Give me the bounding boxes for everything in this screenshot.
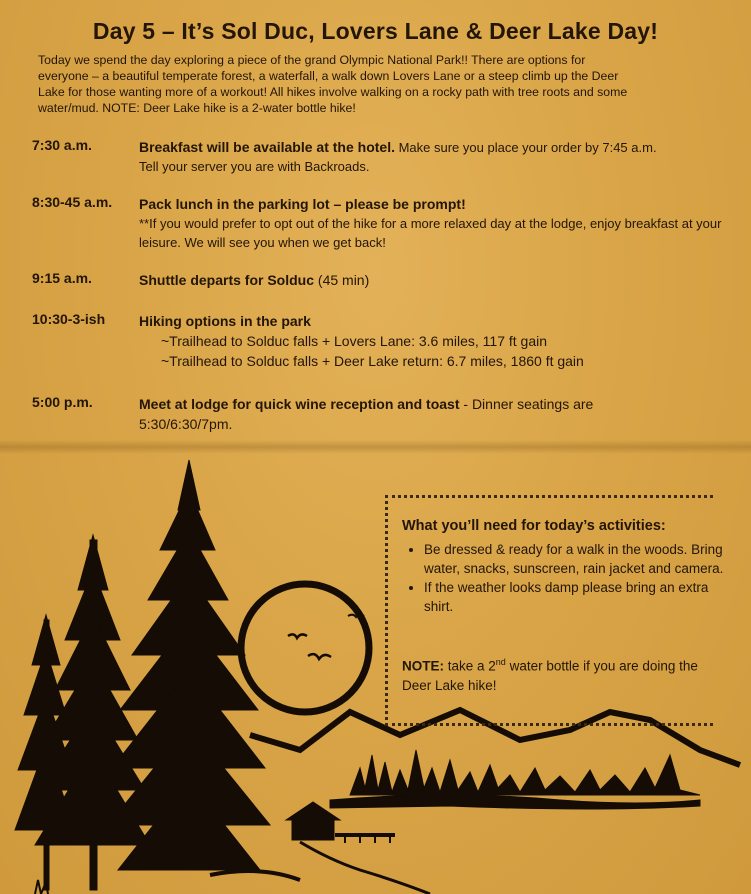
intro-paragraph bbox=[38, 52, 718, 116]
far-left-pine-tree bbox=[15, 615, 75, 890]
note-text: take a 2 bbox=[444, 658, 496, 674]
packing-list-box bbox=[385, 495, 724, 726]
schedule-description bbox=[139, 311, 724, 371]
schedule-description bbox=[139, 270, 724, 290]
lake-shore bbox=[330, 795, 700, 809]
schedule-description bbox=[139, 194, 724, 252]
schedule-detail: - Dinner seatings are bbox=[459, 396, 594, 412]
trail-path bbox=[300, 842, 430, 894]
note-superscript: nd bbox=[495, 657, 506, 667]
schedule-detail: (45 min) bbox=[314, 272, 370, 288]
intro-line: everyone – a beautiful temperate forest, a waterfall, a walk down Lovers Lane or a steep climb up the Deer bbox=[38, 69, 619, 83]
packing-list-item: • Be dressed & ready for a walk in the woods. Bring water, snacks, sunscreen, rain jacket and camera. bbox=[424, 540, 724, 578]
intro-line: Today we spend the day exploring a piece of the grand Olympic National Park!! There are options for bbox=[38, 53, 586, 67]
note-text-end: water bottle if you are doing the Deer Lake hike! bbox=[402, 658, 698, 693]
packing-list-item: • If the weather looks damp please bring an extra shirt. bbox=[424, 578, 724, 616]
lake-ripple bbox=[210, 871, 300, 880]
schedule-time: 5:00 p.m. bbox=[32, 394, 93, 410]
schedule-time: 8:30-45 a.m. bbox=[32, 194, 113, 210]
schedule-heading: Breakfast will be available at the hotel. bbox=[139, 139, 395, 155]
schedule-description bbox=[139, 137, 724, 176]
schedule-time: 7:30 a.m. bbox=[32, 137, 92, 153]
bird-icon bbox=[288, 634, 307, 638]
bird-icon bbox=[308, 654, 331, 659]
schedule-detail: Make sure you place your order by 7:45 a.m. bbox=[394, 140, 657, 155]
packing-list bbox=[402, 540, 724, 616]
schedule-time: 10:30-3-ish bbox=[32, 311, 106, 327]
packing-list-heading: What you’ll need for today’s activities: bbox=[402, 518, 666, 534]
schedule-subtext: Tell your server you are with Backroads. bbox=[139, 159, 370, 174]
hike-option: ~Trailhead to Solduc falls + Deer Lake return: 6.7 miles, 1860 ft gain bbox=[161, 353, 584, 369]
schedule-time: 9:15 a.m. bbox=[32, 270, 92, 286]
water-bottle-note bbox=[402, 653, 702, 695]
schedule-heading: Shuttle departs for Solduc bbox=[139, 272, 315, 288]
sun-icon bbox=[241, 584, 369, 712]
page-title: Day 5 – It’s Sol Duc, Lovers Lane & Deer Lake Day! bbox=[92, 18, 659, 44]
schedule-heading: Hiking options in the park bbox=[139, 313, 311, 329]
schedule-heading: Meet at lodge for quick wine reception and toast bbox=[139, 396, 460, 412]
cabin-icon bbox=[292, 818, 334, 840]
treeline-icon bbox=[350, 750, 700, 795]
grass-icon bbox=[35, 880, 48, 894]
note-label: NOTE: bbox=[402, 658, 444, 674]
intro-line: Lake for those wanting more of a workout! All hikes involve walking on a rocky path with tree roots and some bbox=[38, 85, 628, 99]
schedule-heading: Pack lunch in the parking lot – please be prompt! bbox=[139, 196, 466, 212]
schedule-detail-line2: 5:30/6:30/7pm. bbox=[139, 416, 233, 432]
intro-line: water/mud. NOTE: Deer Lake hike is a 2-water bottle hike! bbox=[38, 101, 356, 115]
schedule-subtext: **If you would prefer to opt out of the hike for a more relaxed day at the lodge, enjoy breakfast at your leisure. We will see you when we get back! bbox=[139, 216, 722, 250]
hike-option: ~Trailhead to Solduc falls + Lovers Lane: 3.6 miles, 117 ft gain bbox=[161, 333, 548, 349]
schedule-description bbox=[139, 394, 724, 434]
